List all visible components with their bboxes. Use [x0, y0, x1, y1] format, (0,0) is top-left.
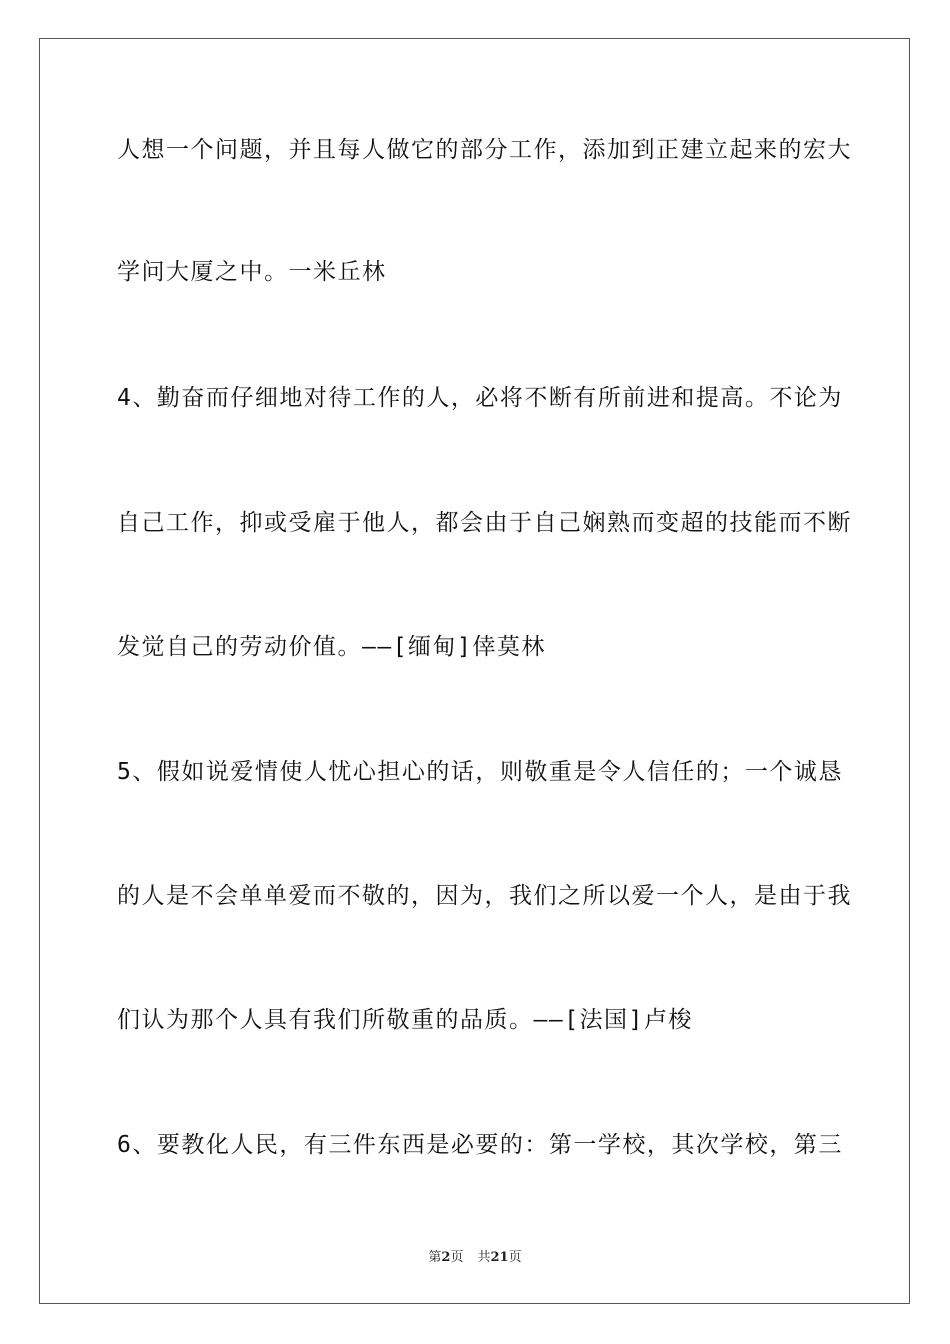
page-footer: [0, 1246, 950, 1265]
text-line: 4、勤奋而仔细地对待工作的人，必将不断有所前进和提高。不论为: [117, 385, 843, 411]
total-prefix: 共: [477, 1250, 491, 1265]
text-line: 们认为那个人具有我们所敬重的品质。——[法国]卢梭: [117, 1007, 693, 1033]
text-line: 自己工作，抑或受雇于他人，都会由于自己娴熟而变超的技能而不断: [117, 510, 852, 536]
page-prefix: 第: [428, 1250, 442, 1265]
total-suffix: 页: [508, 1250, 522, 1265]
page-frame: [39, 38, 910, 1304]
page-suffix: 页: [450, 1250, 464, 1265]
total-pages: 21: [490, 1250, 509, 1265]
text-line: 学问大厦之中。一米丘林: [117, 259, 387, 285]
text-line: 6、要教化人民，有三件东西是必要的：第一学校，其次学校，第三: [117, 1132, 843, 1158]
text-line: 人想一个问题，并且每人做它的部分工作，添加到正建立起来的宏大: [117, 137, 852, 163]
page-number: 2: [441, 1250, 451, 1265]
text-line: 的人是不会单单爱而不敬的，因为，我们之所以爱一个人，是由于我: [117, 883, 852, 909]
text-line: 发觉自己的劳动价值。——[缅甸]倖莫林: [117, 634, 546, 660]
text-line: 5、假如说爱情使人忧心担心的话，则敬重是令人信任的；一个诚恳: [117, 759, 843, 785]
